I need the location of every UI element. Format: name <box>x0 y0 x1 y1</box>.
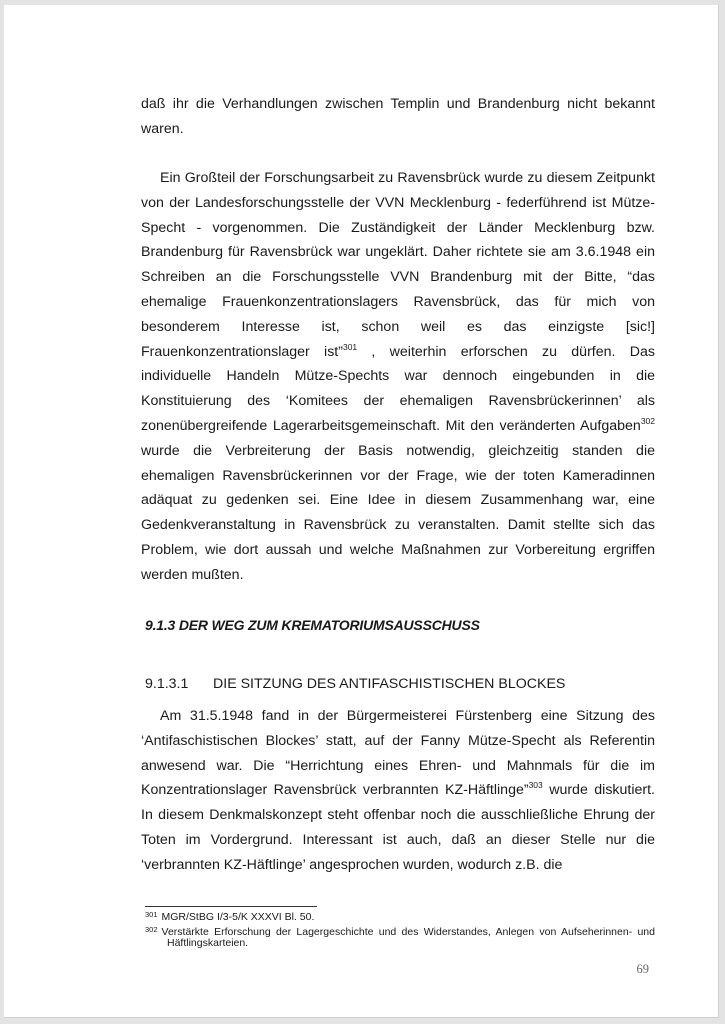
paragraph-research <box>141 166 655 588</box>
footnote-301 <box>145 909 655 924</box>
footnote-separator <box>145 906 317 907</box>
footnote-text: Verstärkte Erforschung der Lagergeschichte und des Widerstandes, Anlegen von Aufseherinnen- und Häftlingskarteien. <box>161 925 655 950</box>
footnote-ref-302[interactable]: 302 <box>640 415 655 426</box>
paragraph-continuation <box>141 92 655 142</box>
footnote-text: MGR/StBG I/3-5/K XXXVI Bl. 50. <box>161 911 315 923</box>
paragraph-text: daß ihr die Verhandlungen zwischen Templin und Brandenburg nicht bekannt waren. <box>141 96 655 137</box>
paragraph-text: wurde die Verbreiterung der Basis notwendig, gleichzeitig standen die ehemaligen Ravensbrückerinnen vor der Frage, wie der toten Kameradinnen adäquat zu gedenken sei. Eine Idee in diesem Zusammenhang war, eine Gedenkveranstaltung in Ravensbrück zu veranstalten. Damit stellte sich das Problem, wie dort aussah und welche Maßnahmen zur Vorbereitung ergriffen werden mußten. <box>141 442 655 583</box>
paragraph-sitzung <box>141 704 655 878</box>
subsection-title: DIE SITZUNG DES ANTIFASCHISTISCHEN BLOCKES <box>213 676 566 692</box>
paragraph-text: Am 31.5.1948 fand in der Bürgermeisterei Fürstenberg eine Sitzung des ‘Antifaschistischen Blockes’ statt, auf der Fanny Mütze-Specht als Referentin anwesend war. Die “Herrichtung eines Ehren- und Mahnmals für die im Konzentrationslager Ravensbrück verbrannten KZ-Häftlinge” <box>141 708 655 799</box>
section-heading-9-1-3: 9.1.3 DER WEG ZUM KREMATORIUMSAUSSCHUSS <box>145 617 480 633</box>
paragraph-text: Ein Großteil der Forschungsarbeit zu Ravensbrück wurde zu diesem Zeitpunkt von der Landesforschungsstelle der VVN Mecklenburg - federführend ist Mütze-Specht - vorgenommen. Die Zuständigkeit der Länder Mecklenburg bzw. Brandenburg für Ravensbrück war ungeklärt. Daher richtete sie am 3.6.1948 ein Schreiben an die Forschungsstelle VVN Brandenburg mit der Bitte, “das ehemalige Frauenkonzentrationslagers Ravensbrück, das für mich von besonderem Interesse ist, schon weil es das einzigste [sic!] Frauenkonzentrationslager ist” <box>141 170 655 360</box>
page-number: 69 <box>636 962 649 976</box>
footnote-mark: 301 <box>145 910 158 919</box>
footnotes <box>145 909 655 950</box>
subsection-heading-9-1-3-1 <box>145 676 565 692</box>
document-page <box>4 5 719 1018</box>
footnote-ref-301[interactable]: 301 <box>342 341 358 352</box>
subsection-number: 9.1.3.1 <box>145 676 189 692</box>
footnote-302 <box>145 924 655 950</box>
paragraph-text: wurde diskutiert. In diesem Denkmalskonzept steht offenbar noch die ausschließliche Ehrung der Toten im Vordergrund. Interessant ist auch, daß an dieser Stelle nur die ‘verbrannten KZ-Häftlinge’ angesprochen wurden, wodurch z.B. die <box>141 782 655 873</box>
footnote-mark: 302 <box>145 924 158 934</box>
footnote-ref-303[interactable]: 303 <box>528 780 543 791</box>
paragraph-text: , weiterhin erforschen zu dürfen. Das individuelle Handeln Mütze-Spechts war dennoch eingebunden in die Konstituierung des ‘Komitees der ehemaligen Ravensbrückerinnen’ als zonenübergreifende Lagerarbeitsgemeinschaft. Mit den veränderten Aufgaben <box>141 343 655 434</box>
